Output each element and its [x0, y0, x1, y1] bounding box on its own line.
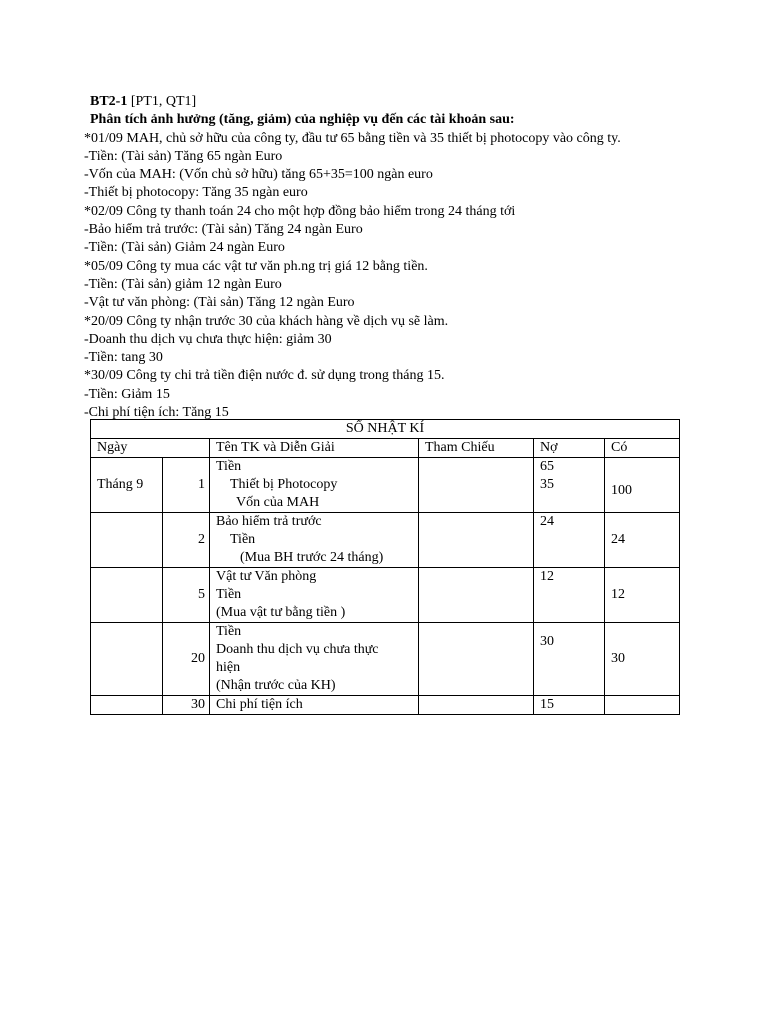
- text-line: -Tiền: (Tài sản) Tăng 65 ngàn Euro: [84, 148, 283, 164]
- debit-value: 30: [540, 634, 554, 649]
- debit-value: 35: [540, 477, 554, 492]
- text-line: *30/09 Công ty chi trả tiền điện nước đ. sử dụng trong tháng 15.: [84, 368, 445, 384]
- debit-value: 15: [540, 697, 554, 712]
- journal-title-row: [91, 420, 680, 439]
- header-date: Ngày: [91, 439, 210, 458]
- row-credit: [605, 568, 680, 623]
- header-debit: Nợ: [534, 439, 605, 458]
- account-line: Vật tư Văn phòng: [216, 569, 317, 584]
- text-line: -Thiết bị photocopy: Tăng 35 ngàn euro: [84, 185, 308, 201]
- exercise-code-suffix: [PT1, QT1]: [127, 94, 197, 109]
- row-ref: [419, 458, 534, 513]
- row-credit: [605, 623, 680, 696]
- account-line: hiện: [216, 660, 241, 675]
- journal-title: SỔ NHẬT KÍ: [91, 420, 680, 439]
- row-ref: [419, 513, 534, 568]
- row-day: 30: [163, 696, 210, 715]
- row-day: 20: [163, 623, 210, 696]
- text-line: *02/09 Công ty thanh toán 24 cho một hợp đồng bảo hiểm trong 24 tháng tới: [84, 203, 516, 219]
- table-row: [91, 458, 680, 513]
- text-line: -Tiền: Giảm 15: [84, 386, 170, 402]
- account-line: Tiền: [216, 587, 242, 602]
- row-day: 2: [163, 513, 210, 568]
- account-line: Tiền: [216, 624, 242, 639]
- account-line: (Mua vật tư bằng tiền ): [216, 605, 346, 620]
- row-month: [91, 568, 163, 623]
- header-ref: Tham Chiếu: [419, 439, 534, 458]
- exercise-code: BT2-1: [90, 94, 128, 109]
- row-credit: [605, 513, 680, 568]
- account-line: Tiền: [230, 532, 256, 547]
- text-line: -Doanh thu dịch vụ chưa thực hiện: giảm 30: [84, 331, 332, 347]
- journal-header-row: [91, 439, 680, 458]
- exercise-code-line: [84, 93, 724, 111]
- header-account: Tên TK và Diễn Giải: [210, 439, 419, 458]
- table-row: [91, 623, 680, 696]
- row-debit: [534, 458, 605, 513]
- account-line: Bảo hiểm trả trước: [216, 514, 322, 529]
- exercise-instruction: Phân tích ảnh hưởng (tăng, giảm) của nghiệp vụ đến các tài khoản sau:: [90, 112, 515, 128]
- text-line: *20/09 Công ty nhận trước 30 của khách hàng về dịch vụ sẽ làm.: [84, 313, 449, 329]
- account-line: Chi phí tiện ích: [216, 697, 303, 712]
- text-line: -Vốn của MAH: (Vốn chủ sở hữu) tăng 65+35=100 ngàn euro: [84, 167, 433, 183]
- row-accounts: [210, 568, 419, 623]
- debit-value: 65: [540, 459, 554, 474]
- text-line: -Chi phí tiện ích: Tăng 15: [84, 405, 229, 421]
- header-credit: Có: [605, 439, 680, 458]
- text-line: -Tiền: (Tài sản) giảm 12 ngàn Euro: [84, 276, 282, 292]
- row-debit: [534, 696, 605, 715]
- account-line: Vốn của MAH: [236, 495, 320, 510]
- row-accounts: [210, 696, 419, 715]
- credit-value: 12: [611, 587, 625, 602]
- exercise-text: [84, 93, 724, 422]
- row-ref: [419, 568, 534, 623]
- row-accounts: [210, 623, 419, 696]
- journal-table: [90, 419, 680, 715]
- text-line: -Tiền: tang 30: [84, 350, 163, 366]
- text-line: *01/09 MAH, chủ sở hữu của công ty, đầu tư 65 bằng tiền và 35 thiết bị photocopy vào công ty.: [84, 130, 621, 146]
- row-month: [91, 623, 163, 696]
- row-ref: [419, 623, 534, 696]
- account-line: (Nhận trước của KH): [216, 678, 336, 693]
- debit-value: 12: [540, 569, 554, 584]
- credit-value: 100: [611, 483, 632, 498]
- row-debit: [534, 568, 605, 623]
- table-row: [91, 513, 680, 568]
- account-line: (Mua BH trước 24 tháng): [240, 550, 384, 565]
- row-month: [91, 696, 163, 715]
- row-debit: [534, 513, 605, 568]
- row-debit: [534, 623, 605, 696]
- row-accounts: [210, 513, 419, 568]
- row-credit: [605, 458, 680, 513]
- text-line: *05/09 Công ty mua các vật tư văn ph.ng trị giá 12 bằng tiền.: [84, 258, 428, 274]
- debit-value: 24: [540, 514, 554, 529]
- row-month: Tháng 9: [91, 458, 163, 513]
- row-day: 1: [163, 458, 210, 513]
- account-line: Doanh thu dịch vụ chưa thực: [216, 642, 379, 657]
- row-credit: [605, 696, 680, 715]
- table-row: [91, 696, 680, 715]
- row-day: 5: [163, 568, 210, 623]
- row-month: [91, 513, 163, 568]
- table-row: [91, 568, 680, 623]
- text-line: -Tiền: (Tài sản) Giảm 24 ngàn Euro: [84, 240, 285, 256]
- credit-value: 24: [611, 532, 625, 547]
- account-line: Tiền: [216, 459, 242, 474]
- row-ref: [419, 696, 534, 715]
- account-line: Thiết bị Photocopy: [230, 477, 338, 492]
- credit-value: 30: [611, 651, 625, 666]
- row-accounts: [210, 458, 419, 513]
- text-line: -Vật tư văn phòng: (Tài sản) Tăng 12 ngàn Euro: [84, 295, 355, 311]
- text-line: -Bảo hiểm trả trước: (Tài sản) Tăng 24 ngàn Euro: [84, 222, 363, 238]
